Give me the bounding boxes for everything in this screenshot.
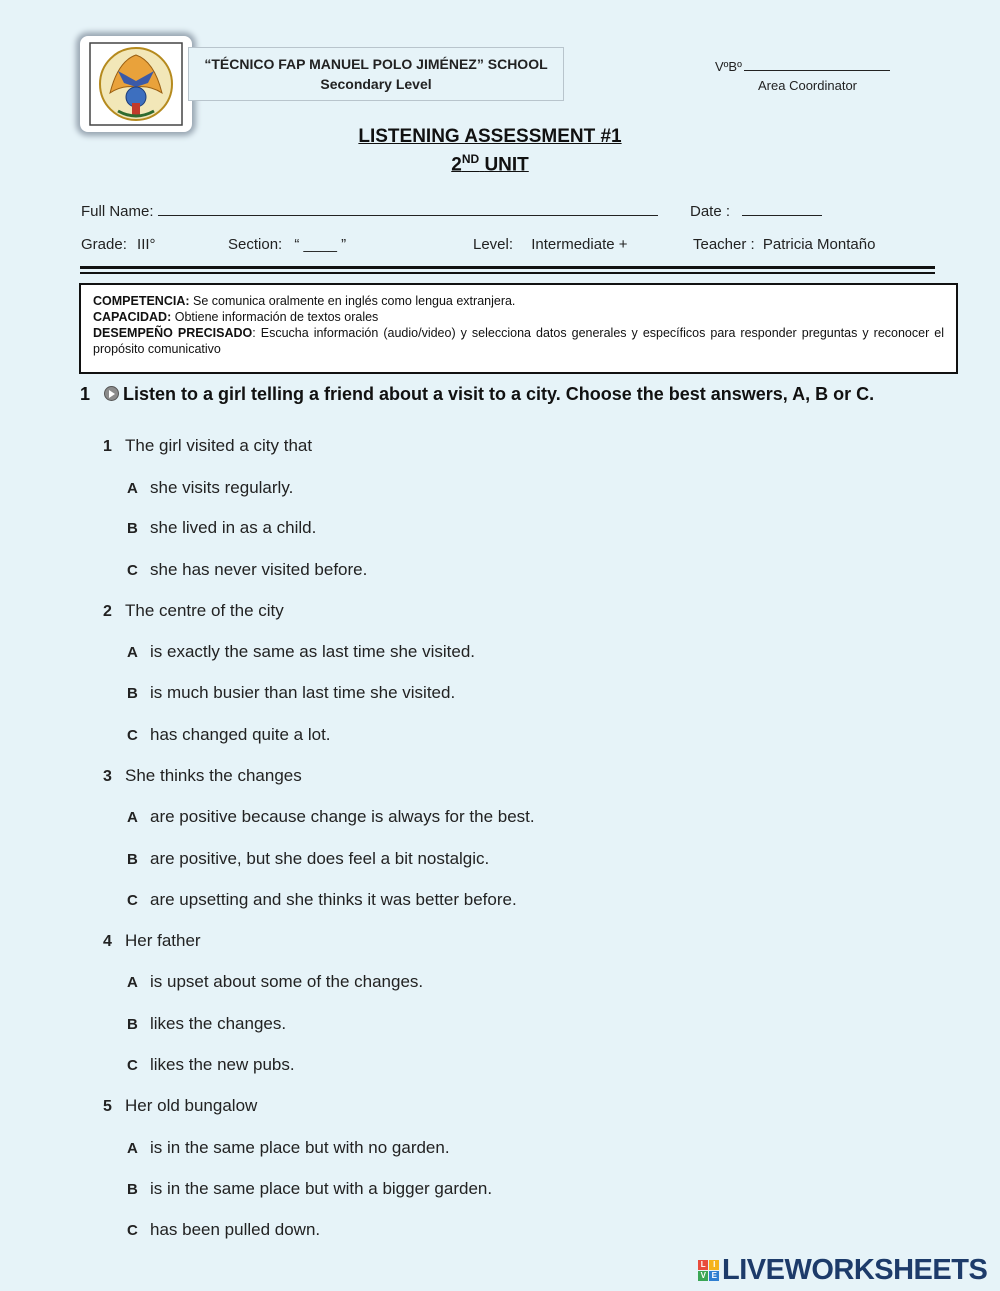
liveworksheets-icon	[698, 1260, 719, 1281]
divider-line	[80, 266, 935, 269]
unit-suffix: ND	[461, 152, 480, 166]
brand-icon-cell: E	[709, 1271, 719, 1281]
competencia-line	[93, 293, 944, 309]
grade-label: Grade:	[81, 236, 127, 253]
option-text: is exactly the same as last time she visited.	[150, 642, 476, 661]
option-letter: B	[127, 1016, 138, 1033]
option-text: are upsetting and she thinks it was better before.	[150, 890, 517, 909]
brand-icon-cell: L	[698, 1260, 708, 1270]
option-letter: C	[127, 727, 138, 744]
section-field	[228, 236, 346, 253]
desempeno-line	[93, 325, 944, 357]
option-1c[interactable]	[127, 560, 367, 580]
option-letter: A	[127, 1140, 138, 1157]
grade-value: III°	[137, 236, 156, 253]
option-1b[interactable]	[127, 518, 316, 538]
unit-word: UNIT	[484, 154, 529, 176]
date-label: Date :	[690, 203, 731, 220]
question-5	[103, 1096, 257, 1116]
question-2	[103, 601, 284, 621]
option-3c[interactable]	[127, 890, 517, 910]
option-text: likes the new pubs.	[150, 1055, 295, 1074]
full-name-field	[81, 201, 658, 220]
capacidad-label: CAPACIDAD:	[93, 310, 172, 324]
school-logo	[80, 36, 192, 132]
level-value: Intermediate +	[531, 236, 628, 253]
question-4	[103, 931, 201, 951]
option-letter: C	[127, 1057, 138, 1074]
option-2b[interactable]	[127, 683, 455, 703]
full-name-input[interactable]	[158, 201, 658, 216]
option-text: are positive, but she does feel a bit nostalgic.	[150, 849, 490, 868]
coordinator-label: Area Coordinator	[758, 78, 857, 93]
option-letter: B	[127, 520, 138, 537]
date-field	[690, 201, 822, 220]
teacher-name: Patricia Montaño	[762, 236, 876, 253]
option-4c[interactable]	[127, 1055, 295, 1075]
option-text: has changed quite a lot.	[150, 725, 331, 744]
option-letter: C	[127, 892, 138, 909]
competencia-label: COMPETENCIA:	[93, 294, 190, 308]
question-3	[103, 766, 302, 786]
grade-field	[81, 236, 156, 253]
school-level: Secondary Level	[320, 76, 432, 92]
option-text: she visits regularly.	[150, 478, 294, 497]
option-5b[interactable]	[127, 1179, 492, 1199]
capacidad-line	[93, 309, 944, 325]
vobo-signature-line[interactable]	[744, 58, 890, 71]
option-5c[interactable]	[127, 1220, 320, 1240]
level-label: Level:	[473, 236, 514, 253]
date-input[interactable]	[742, 201, 822, 216]
option-5a[interactable]	[127, 1138, 450, 1158]
exercise-instruction	[104, 384, 894, 404]
competency-box	[79, 283, 958, 374]
full-name-label: Full Name:	[81, 203, 154, 220]
section-value[interactable]: “ ____ ”	[294, 236, 347, 253]
teacher-field	[693, 236, 875, 253]
option-2a[interactable]	[127, 642, 475, 662]
option-letter: A	[127, 974, 138, 991]
option-letter: B	[127, 685, 138, 702]
instruction-text: Listen to a girl telling a friend about a visit to a city. Choose the best answers, A, B or C.	[123, 384, 875, 404]
option-text: are positive because change is always for the best.	[150, 807, 535, 826]
option-text: has been pulled down.	[150, 1220, 321, 1239]
vobo-label: VºBº	[715, 59, 742, 74]
option-2c[interactable]	[127, 725, 331, 745]
liveworksheets-logo	[698, 1254, 987, 1287]
school-name: “TÉCNICO FAP MANUEL POLO JIMÉNEZ” SCHOOL	[204, 56, 548, 72]
question-number: 5	[103, 1098, 112, 1115]
question-number: 4	[103, 933, 112, 950]
option-1a[interactable]	[127, 478, 293, 498]
option-letter: B	[127, 851, 138, 868]
option-4b[interactable]	[127, 1014, 286, 1034]
question-stem: Her old bungalow	[125, 1096, 258, 1115]
option-text: is in the same place but with no garden.	[150, 1138, 450, 1157]
option-letter: A	[127, 480, 138, 497]
option-text: likes the changes.	[150, 1014, 287, 1033]
brand-icon-cell: I	[709, 1260, 719, 1270]
brand-icon-cell: V	[698, 1271, 708, 1281]
school-crest-icon	[88, 41, 184, 127]
option-letter: C	[127, 562, 138, 579]
option-letter: C	[127, 1222, 138, 1239]
capacidad-text: Obtiene información de textos orales	[171, 310, 379, 324]
desempeno-label: DESEMPEÑO PRECISADO	[93, 326, 253, 340]
option-text: she lived in as a child.	[150, 518, 317, 537]
question-stem: Her father	[125, 931, 201, 950]
vobo-signature	[715, 58, 890, 74]
question-stem: She thinks the changes	[125, 766, 302, 785]
unit-number: 2	[451, 154, 462, 176]
question-stem: The girl visited a city that	[125, 436, 313, 455]
question-number: 1	[103, 438, 112, 455]
question-number: 3	[103, 768, 112, 785]
competencia-text: Se comunica oralmente en inglés como lengua extranjera.	[189, 294, 516, 308]
school-header-box	[188, 47, 564, 101]
question-1	[103, 436, 312, 456]
play-audio-icon[interactable]	[104, 386, 119, 401]
assessment-title: LISTENING ASSESSMENT #1	[358, 126, 622, 147]
option-text: is much busier than last time she visited.	[150, 683, 456, 702]
option-letter: A	[127, 809, 138, 826]
divider-line	[80, 272, 935, 274]
question-number: 2	[103, 603, 112, 620]
option-text: she has never visited before.	[150, 560, 368, 579]
exercise-number: 1	[80, 384, 91, 404]
question-stem: The centre of the city	[125, 601, 284, 620]
level-field	[473, 236, 628, 253]
option-text: is in the same place but with a bigger garden.	[150, 1179, 493, 1198]
brand-name: LIVEWORKSHEETS	[722, 1254, 988, 1286]
option-letter: A	[127, 644, 138, 661]
unit-title	[0, 152, 980, 176]
option-4a[interactable]	[127, 972, 423, 992]
section-label: Section:	[228, 236, 283, 253]
option-letter: B	[127, 1181, 138, 1198]
option-3b[interactable]	[127, 849, 489, 869]
option-text: is upset about some of the changes.	[150, 972, 424, 991]
teacher-label: Teacher :	[693, 236, 755, 253]
desempeno-text: : Escucha información (audio/video) y selecciona datos generales y específicos para responder preguntas y reconocer el propósito comunicativo	[93, 326, 944, 356]
option-3a[interactable]	[127, 807, 535, 827]
